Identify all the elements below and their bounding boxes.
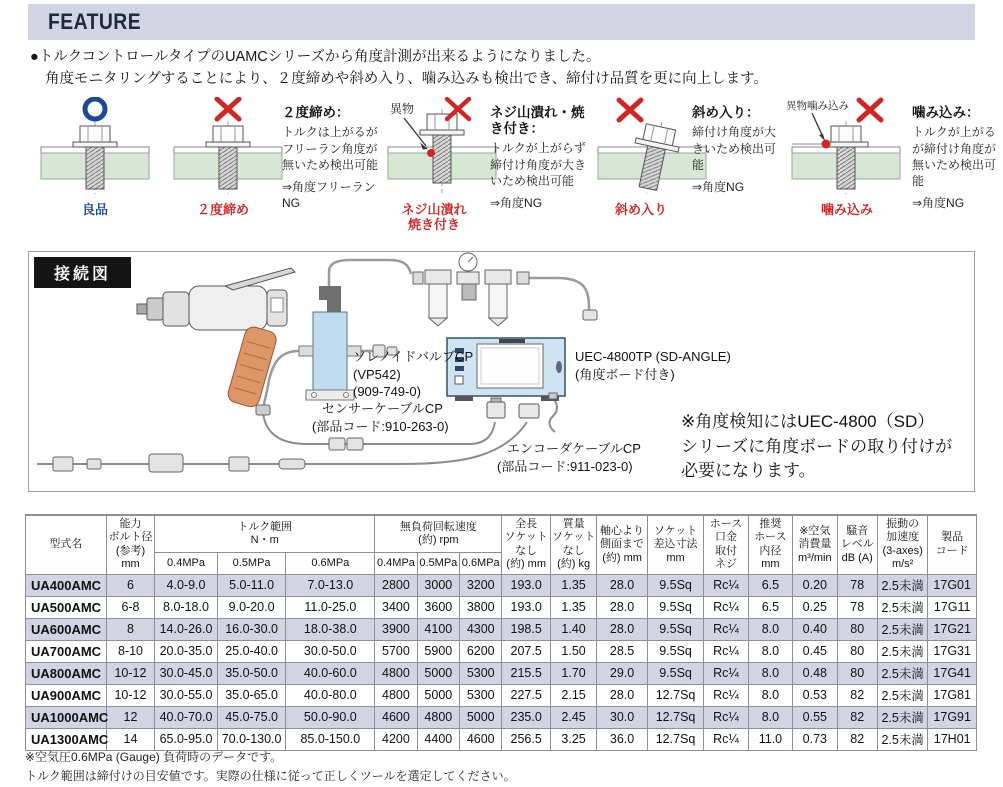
air-filter-regulator-unit [413,253,597,326]
spec-cell: 5900 [417,640,459,662]
model-name: UA1300AMC [26,728,107,750]
spec-cell: 25.0-40.0 [217,640,286,662]
model-name: UA700AMC [26,640,107,662]
spec-cell: 85.0-150.0 [286,728,375,750]
spec-cell: 8.0 [748,640,792,662]
foreign-object-label: 異物 [390,102,415,116]
spec-cell: 2.5未満 [877,706,927,728]
spec-cell: 2.5未満 [877,618,927,640]
spec-cell: 28.0 [597,574,647,596]
spec-cell: 17H01 [928,728,977,750]
table-row [26,574,977,596]
spec-cell: 17G11 [928,596,977,618]
spec-cell: 8-10 [106,640,154,662]
spec-cell: 1.35 [550,574,596,596]
col-header-hose-thread: ホース 口金 取付 ネジ [704,515,748,574]
spec-cell: 29.0 [597,662,647,684]
spec-cell: 17G41 [928,662,977,684]
footnote-air-pressure: ※空気圧0.6MPa (Gauge) 負荷時のデータです。 [25,750,283,764]
controller-label [575,348,731,383]
spec-table-body [26,574,977,750]
encoder-label-line1: エンコーダケーブルCP [507,441,641,456]
subheader-torque-0.5mpa: 0.5MPa [217,553,286,574]
spec-cell: 82 [837,684,877,706]
cable-connector [53,457,73,471]
spec-cell: 1.35 [550,596,596,618]
spec-table [25,514,977,751]
ng-cross-icon [859,100,881,120]
spec-cell: 82 [837,728,877,750]
spec-cell: 82 [837,706,877,728]
spec-cell: 45.0-75.0 [217,706,286,728]
spec-cell: 30.0-50.0 [286,640,375,662]
controller-label-line1: UEC-4800TP (SD-ANGLE) [575,349,731,364]
col-header-vibration: 振動の 加速度 (3-axes) m/s² [877,515,927,574]
cable-connector [229,457,249,471]
model-name: UA1000AMC [26,706,107,728]
table-row [26,728,977,750]
spec-cell: 2.15 [550,684,596,706]
figure-label-good: 良品 [81,202,108,217]
spec-cell: 40.0-80.0 [286,684,375,706]
spec-cell: 193.0 [502,596,550,618]
model-name: UA800AMC [26,662,107,684]
spec-cell: 3000 [417,574,459,596]
subheader-speed-0.5mpa: 0.5MPa [417,553,459,574]
spec-cell: 2.5未満 [877,574,927,596]
figure-label-double-tightening: ２度締め [196,202,249,217]
spec-cell: 3600 [417,596,459,618]
solenoid-valve-label [353,348,473,401]
spec-cell: 2.5未満 [877,684,927,706]
cable-connector [329,438,345,450]
spec-cell: 4800 [417,706,459,728]
spec-cell: 227.5 [502,684,550,706]
spec-cell: 14 [106,728,154,750]
spec-cell: 8.0 [748,684,792,706]
spec-cell: 80 [837,618,877,640]
defect-result: ⇒角度NG [912,196,965,211]
good-part-illustration [35,97,155,197]
defect-result: ⇒角度NG [490,196,543,211]
col-header-air-consumption: ※空気 消費量 m³/min [793,515,837,574]
spec-cell: 12.7Sq [647,728,704,750]
spec-cell: 17G21 [928,618,977,640]
spec-cell: 0.55 [793,706,837,728]
spec-cell: 12.7Sq [647,706,704,728]
subheader-speed-0.6mpa: 0.6MPa [460,553,502,574]
foreign-object-dot [427,149,435,157]
annotation-arrowhead [819,134,825,141]
spec-cell: 8.0 [748,662,792,684]
power-cord [549,398,557,432]
solenoid-label-line1: ソレノイドバルブCP [353,349,474,364]
defect-description-stripped-thread [490,105,586,212]
spec-cell: 193.0 [502,574,550,596]
spec-cell: 35.0-65.0 [217,684,286,706]
spec-cell: 5000 [417,662,459,684]
spec-cell: 80 [837,662,877,684]
spec-cell: 207.5 [502,640,550,662]
spec-cell: Rc¼ [704,662,748,684]
spec-cell: Rc¼ [704,574,748,596]
spec-cell: 5000 [417,684,459,706]
cable-connector [279,459,305,469]
spec-cell: 256.5 [502,728,550,750]
spec-cell: 3800 [460,596,502,618]
feature-header [28,4,975,40]
spec-cell: Rc¼ [704,684,748,706]
spec-cell: 11.0 [748,728,792,750]
spec-cell: 9.5Sq [647,574,704,596]
spec-cell: 6.5 [748,596,792,618]
col-header-hose-diameter: 推奨 ホース 内径 mm [748,515,792,574]
spec-cell: 0.25 [793,596,837,618]
spec-cell: 0.40 [793,618,837,640]
defect-description-biting [912,105,1002,212]
spec-cell: 6200 [460,640,502,662]
stripped-thread-illustration [382,97,502,197]
col-header-model: 型式名 [26,515,107,574]
spec-cell: 4400 [417,728,459,750]
spec-cell: 6 [106,574,154,596]
spec-cell: 18.0-38.0 [286,618,375,640]
figure-label-stripped-thread: ネジ山潰れ 焼き付き [401,202,467,232]
defect-description-double-tightening [282,105,378,211]
figure-label-angled-entry: 斜め入り [614,202,667,217]
spec-cell: Rc¼ [704,706,748,728]
spec-cell: 8.0 [748,706,792,728]
defect-result: ⇒角度NG [692,180,745,195]
defect-body: 締付け角度が大きいため検出可能 [692,125,777,172]
angle-board-note: ※角度検知にはUEC-4800（SD） シリーズに角度ボードの取り付けが 必要になります。 [681,412,953,481]
figure-stripped-thread [382,97,486,233]
foreign-object-bite-label: 異物噛み込み [786,100,849,112]
col-header-product-code: 製品 コード [928,515,977,574]
spec-cell: 28.0 [597,596,647,618]
air-inlet-fitting [256,405,270,415]
ng-cross-icon [217,99,239,119]
spec-cell: 4800 [375,684,417,706]
solenoid-label-line3: (909-749-0) [353,384,421,400]
footnote-torque-range: トルク範囲は締付けの目安値です。実際の仕様に従って正しくツールを選定してください。 [25,768,516,783]
spec-cell: 235.0 [502,706,550,728]
spec-cell: 3400 [375,596,417,618]
cable-connector [347,438,363,450]
spec-cell: 8.0-18.0 [155,596,218,618]
intro-line-1: ●トルクコントロールタイプのUAMCシリーズから角度計測が出来るようになりました。 [30,49,601,65]
intro-text [30,47,768,91]
spec-cell: 4300 [460,618,502,640]
defect-title: ２度締め： [282,105,350,120]
spec-cell: 0.53 [793,684,837,706]
spec-cell: 2.5未満 [877,662,927,684]
sensor-cable-label [312,400,449,435]
spec-cell: 30.0-45.0 [155,662,218,684]
table-row [26,596,977,618]
spec-cell: 0.45 [793,640,837,662]
col-header-mass: 質量 ソケット なし (約) kg [550,515,596,574]
spec-cell: 28.0 [597,618,647,640]
connection-section-title: 接続図 [34,257,131,288]
table-row [26,662,977,684]
sensor-plug [487,402,505,418]
spec-cell: 6.5 [748,574,792,596]
model-name: UA600AMC [26,618,107,640]
defect-body: トルクは上がるがフリーラン角度が無いため検出可能 [282,125,379,172]
spec-cell: 5300 [460,684,502,706]
spec-cell: 17G31 [928,640,977,662]
model-name: UA400AMC [26,574,107,596]
spec-cell: 5000 [460,706,502,728]
spec-cell: 50.0-90.0 [286,706,375,728]
defect-diagrams [30,97,1003,231]
ok-circle-icon [85,99,105,119]
spec-cell: 4.0-9.0 [155,574,218,596]
spec-cell: 35.0-50.0 [217,662,286,684]
spec-cell: 0.73 [793,728,837,750]
spec-cell: 17G91 [928,706,977,728]
spec-cell: 11.0-25.0 [286,596,375,618]
model-name: UA500AMC [26,596,107,618]
cable-connector [87,459,101,469]
solenoid-valve [299,286,361,400]
col-header-side-distance: 軸心より 側面まで (約) mm [597,515,647,574]
spec-cell: 198.5 [502,618,550,640]
impact-wrench [137,268,295,415]
ng-cross-icon [447,99,469,119]
spec-cell: 2.45 [550,706,596,728]
foreign-object-dot [822,140,831,149]
spec-cell: 4100 [417,618,459,640]
subheader-torque-0.4mpa: 0.4MPa [155,553,218,574]
col-header-free-speed: 無負荷回転速度 (約) rpm [375,515,502,553]
spec-cell: 5700 [375,640,417,662]
spec-cell: 8.0 [748,618,792,640]
air-tube [529,278,589,314]
defect-title: 噛み込み： [912,105,980,120]
figure-angled-entry [592,97,690,218]
cable-connector [149,454,183,472]
spec-cell: 78 [837,596,877,618]
encoder-plug [519,404,539,418]
table-row [26,640,977,662]
spec-cell: 4600 [375,706,417,728]
spec-cell: 9.5Sq [647,596,704,618]
spec-cell: 40.0-60.0 [286,662,375,684]
spec-cell: 6-8 [106,596,154,618]
encoder-label-line2: (部品コード:911-023-0) [497,458,633,474]
spec-cell: 5300 [460,662,502,684]
spec-cell: 80 [837,640,877,662]
figure-good-part [30,97,160,218]
col-header-noise-level: 騒音 レベル dB (A) [837,515,877,574]
spec-cell: Rc¼ [704,618,748,640]
model-name: UA900AMC [26,684,107,706]
defect-result: ⇒角度フリーランNG [282,180,376,210]
table-row [26,618,977,640]
figure-biting [786,97,908,218]
intro-line-2: 角度モニタリングすることにより、２度締めや斜め入り、噛み込みも検出でき、締付け品質を更に向上します。 [45,70,768,87]
spec-cell: 7.0-13.0 [286,574,375,596]
spec-cell: 10-12 [106,662,154,684]
spec-cell: 0.20 [793,574,837,596]
spec-cell: 2.5未満 [877,728,927,750]
table-row [26,706,977,728]
spec-cell: 0.48 [793,662,837,684]
spec-cell: Rc¼ [704,596,748,618]
defect-body: トルクが上がらず締付け角度が大きいため検出可能 [490,141,587,188]
spec-cell: 30.0-55.0 [155,684,218,706]
spec-cell: 1.50 [550,640,596,662]
spec-cell: Rc¼ [704,640,748,662]
spec-cell: 2.5未満 [877,640,927,662]
subheader-speed-0.4mpa: 0.4MPa [375,553,417,574]
spec-table-header [26,515,977,574]
valve-elbow [319,286,341,314]
spec-cell: 28.5 [597,640,647,662]
col-header-torque-range: トルク範囲 N・m [155,515,375,553]
col-header-bolt-diameter: 能力 ボルト径 (参考) mm [106,515,154,574]
spec-cell: 4600 [460,728,502,750]
biting-illustration [786,97,908,197]
spec-cell: 2.5未満 [877,596,927,618]
air-tube [329,260,411,300]
spec-cell: 14.0-26.0 [155,618,218,640]
sensor-label-line2: (部品コード:910-263-0) [312,418,449,434]
spec-table-wrapper [25,514,977,751]
spec-cell: 12 [106,706,154,728]
connection-section [28,251,975,492]
spec-cell: 5.0-11.0 [217,574,286,596]
spec-cell: 9.5Sq [647,618,704,640]
spec-cell: 16.0-30.0 [217,618,286,640]
spec-cell: 1.40 [550,618,596,640]
spec-cell: 4200 [375,728,417,750]
spec-cell: 12.7Sq [647,684,704,706]
footnotes [25,748,516,785]
controller-label-line2: (角度ボード付き) [575,366,675,382]
spec-cell: 2800 [375,574,417,596]
ng-cross-icon [619,100,641,120]
annotation-arrow [812,113,823,137]
defect-body: トルクが上がるが締付け角度が無いため検出可能 [912,125,997,189]
spec-cell: 1.70 [550,662,596,684]
tool-grip [226,325,278,409]
spec-cell: 17G81 [928,684,977,706]
spec-cell: 3200 [460,574,502,596]
spec-cell: 30.0 [597,706,647,728]
figure-double-tightening [168,97,278,218]
spec-cell: 4800 [375,662,417,684]
spec-cell: 9.5Sq [647,640,704,662]
spec-cell: 3900 [375,618,417,640]
spec-cell: 70.0-130.0 [217,728,286,750]
figure-label-biting: 噛み込み [820,202,873,217]
spec-cell: 65.0-95.0 [155,728,218,750]
encoder-cable-label [497,440,641,475]
spec-cell: 215.5 [502,662,550,684]
solenoid-label-line2: (VP542) [353,366,401,382]
subheader-torque-0.6mpa: 0.6MPa [286,553,375,574]
defect-title: 斜め入り： [692,105,760,120]
spec-cell: 36.0 [597,728,647,750]
spec-cell: 17G01 [928,574,977,596]
page-title: FEATURE [48,9,142,34]
col-header-socket-size: ソケット 差込寸法 mm [647,515,704,574]
spec-cell: 3.25 [550,728,596,750]
sensor-label-line1: センサーケーブルCP [322,401,443,416]
col-header-length: 全長 ソケット なし (約) mm [502,515,550,574]
spec-cell: 10-12 [106,684,154,706]
spec-cell: 78 [837,574,877,596]
defect-description-angled-entry [692,105,784,196]
spec-cell: 20.0-35.0 [155,640,218,662]
spec-cell: 40.0-70.0 [155,706,218,728]
spec-cell: 9.0-20.0 [217,596,286,618]
spec-cell: 28.0 [597,684,647,706]
spec-cell: 9.5Sq [647,662,704,684]
double-tightening-illustration [168,97,288,197]
spec-cell: 8 [106,618,154,640]
table-row [26,684,977,706]
defect-title: ネジ山潰れ・焼き付き： [490,105,585,137]
spec-cell: Rc¼ [704,728,748,750]
